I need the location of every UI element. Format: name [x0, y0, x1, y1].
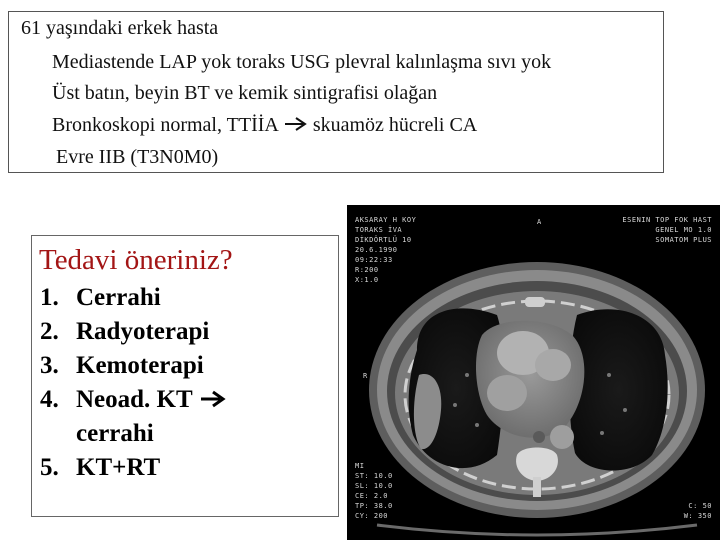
ct-overlay-text: 20.6.1990	[355, 246, 398, 254]
option-number: 3.	[40, 352, 59, 379]
ct-overlay-top-center: A	[537, 218, 542, 226]
option-number: 2.	[40, 318, 59, 345]
option-label: KT+RT	[76, 454, 161, 481]
option-label-wrap	[76, 385, 227, 415]
ct-overlay-bottom-left	[355, 461, 393, 521]
option-label: Cerrahi	[76, 284, 161, 311]
option-label: Neoad. KT	[76, 386, 193, 413]
case-bronchoscopy-line	[52, 114, 477, 136]
option-number: 4.	[40, 386, 59, 413]
ct-overlay-text: X:1.0	[355, 276, 379, 284]
ct-scan-image	[347, 205, 720, 540]
ct-overlay-text: DİKDÖRTLÜ 10	[355, 236, 412, 244]
ct-overlay-text: ESENIN TOP FOK HAST	[622, 216, 712, 224]
ct-overlay-text: MI	[355, 462, 365, 470]
case-imaging-line: Üst batın, beyin BT ve kemik sintigrafisi olağan	[52, 82, 438, 104]
case-diagnosis-text: skuamöz hücreli CA	[312, 114, 478, 136]
ct-overlay-text: CE: 2.0	[355, 492, 389, 500]
ct-overlay-text: SL: 10.0	[355, 482, 393, 490]
ct-overlay-text: GENEL MO 1.0	[655, 226, 712, 234]
ct-overlay-top-right	[622, 215, 712, 245]
ct-overlay-text: W: 350	[683, 512, 712, 520]
case-stage-line: Evre IIB (T3N0M0)	[56, 146, 219, 168]
ct-overlay-bottom-right	[684, 501, 712, 521]
ct-overlay-top-left	[355, 215, 416, 285]
option-label: Radyoterapi	[76, 318, 210, 345]
option-number: 1.	[40, 284, 59, 311]
ct-overlay-text: CY: 200	[355, 512, 389, 520]
ct-overlay-text: AKSARAY H KOY	[355, 216, 417, 224]
treatment-question-box	[31, 235, 339, 517]
ct-overlay-text: ST: 10.0	[355, 472, 393, 480]
option-label: Kemoterapi	[76, 352, 204, 379]
option-label-continuation: cerrahi	[76, 420, 154, 447]
option-number: 5.	[40, 454, 59, 481]
question-title: Tedavi öneriniz?	[39, 244, 233, 276]
ct-overlay-text: TP: 38.0	[355, 502, 393, 510]
case-mediastinum-line: Mediastende LAP yok toraks USG plevral kalınlaşma sıvı yok	[52, 51, 552, 73]
case-summary-box	[8, 11, 664, 173]
ct-overlay-text: R:200	[355, 266, 379, 274]
ct-overlay-text: C: 50	[688, 502, 712, 510]
ct-overlay-text: TORAKS İVA	[355, 226, 403, 234]
case-bronchoscopy-text: Bronkoskopi normal, TTİİA	[52, 114, 279, 136]
ct-overlay-text: SOMATOM PLUS	[655, 236, 712, 244]
case-patient-line: 61 yaşındaki erkek hasta	[21, 17, 219, 39]
right-arrow-icon	[283, 116, 309, 132]
ct-overlay-text: 09:22:33	[355, 256, 393, 264]
ct-overlay-mid-left: R	[363, 372, 368, 380]
right-arrow-icon	[199, 390, 227, 408]
